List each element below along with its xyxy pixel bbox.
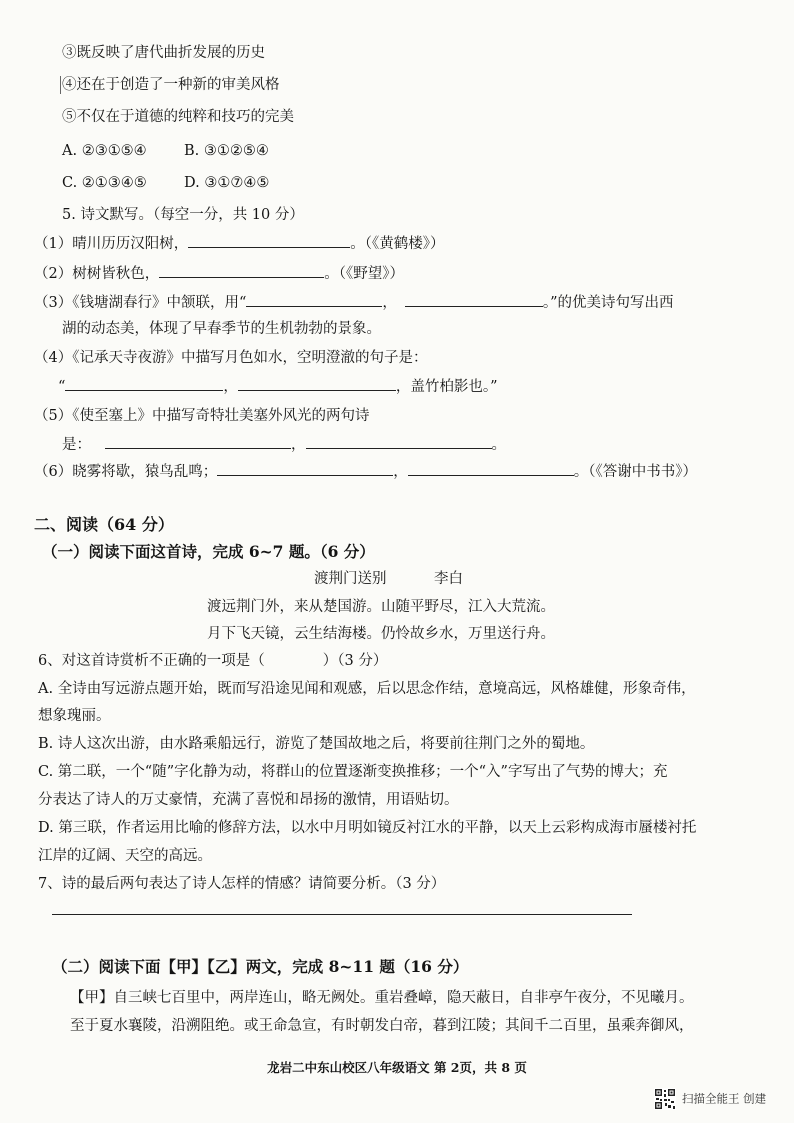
page-footer: 龙岩二中东山校区八年级语文 第 2页，共 8 页	[267, 1060, 527, 1075]
comma: ，	[223, 379, 238, 395]
answer-blank[interactable]	[188, 233, 350, 248]
answer-blank[interactable]	[306, 434, 492, 449]
choice-c: C. ②①③④⑤	[62, 175, 147, 191]
q5-item-4-blanks	[58, 376, 498, 397]
q5-item-5-blanks	[62, 434, 506, 455]
answer-blank[interactable]	[238, 376, 396, 391]
question-6-text: 6、对这首诗赏析不正确的一项是（	[38, 653, 265, 669]
comma: ，	[291, 437, 306, 453]
question-7: 7、诗的最后两句表达了诗人怎样的情感？请简要分析。（3 分）	[38, 876, 446, 892]
answer-blank[interactable]	[105, 434, 291, 449]
q5-item-2-source: 。（《野望》）	[324, 266, 404, 282]
q5-item-1	[34, 233, 444, 254]
passage-jia-line-2: 至于夏水襄陵，沿溯阻绝。或王命急宣，有时朝发白帝，暮到江陵；其间千二百里，虽乘奔御风，	[70, 1018, 694, 1034]
q5-item-6-source: 。（《答谢中书书》）	[573, 464, 697, 480]
section-title: 二、阅读（64 分）	[34, 515, 174, 534]
poem-title: 渡荆门送别	[314, 571, 387, 587]
q5-title: 5. 诗文默写。（每空一分，共 10 分）	[62, 207, 304, 223]
q5-item-1-text: （1）晴川历历汉阳树，	[34, 236, 189, 252]
passage-jia-line-1: 【甲】自三峡七百里中，两岸连山，略无阙处。重岩叠嶂，隐天蔽日，自非亭午夜分，不见曦月。	[70, 990, 694, 1006]
answer-blank[interactable]	[246, 292, 382, 307]
q6-option-c-cont: 分表达了诗人的万丈豪情，充满了喜悦和昂扬的激情，用语贴切。	[38, 792, 459, 808]
margin-mark	[60, 76, 61, 94]
q6-option-c: C. 第二联，一个“随”字化静为动，将群山的位置逐渐变换推移；一个“入”字写出了气势的博大；充	[38, 764, 668, 780]
q6-option-d-cont: 江岸的辽阔、天空的高远。	[38, 848, 212, 864]
q6-option-a: A. 全诗由写远游点题开始，既而写沿途见闻和观感，后以思念作结，意境高远，风格雄健，形象奇伟，	[38, 681, 696, 697]
q5-item-4-tail: ，盖竹柏影也。”	[395, 379, 498, 395]
q5-item-5-prefix: 是：	[62, 437, 91, 453]
poem-author: 李白	[434, 571, 463, 587]
q5-item-3-tail: 。”的优美诗句写出西	[542, 295, 674, 311]
q5-item-3-cont: 湖的动态美，体现了早春季节的生机勃勃的景象。	[62, 321, 381, 337]
q6-option-a-cont: 想象瑰丽。	[38, 708, 111, 724]
q6-option-d: D. 第三联，作者运用比喻的修辞方法，以水中月明如镜反衬江水的平静，以天上云彩构成海市蜃楼衬托	[38, 820, 697, 836]
q6-option-b: B. 诗人这次出游，由水路乘船远行，游览了楚国故地之后，将要前往荆门之外的蜀地。	[38, 736, 595, 752]
q5-item-2	[34, 263, 404, 284]
q5-item-6	[34, 461, 697, 482]
poem-line-1: 渡远荆门外，来从楚国游。山随平野尽，江入大荒流。	[207, 599, 555, 615]
q5-item-5: （5）《使至塞上》中描写奇特壮美塞外风光的两句诗	[34, 408, 370, 424]
open-quote: “	[58, 379, 66, 395]
q5-item-1-source: 。（《黄鹤楼》）	[350, 236, 445, 252]
period: 。	[491, 437, 506, 453]
choice-a: A. ②③①⑤④	[62, 143, 147, 159]
comma: ，	[393, 464, 408, 480]
watermark-text: 扫描全能王 创建	[682, 1091, 767, 1106]
q5-item-3	[34, 292, 674, 313]
choice-b: B. ③①②⑤④	[184, 143, 269, 159]
q5-item-4: （4）《记承天寺夜游》中描写月色如水，空明澄澈的句子是：	[34, 350, 428, 366]
choice-d: D. ③①⑦④⑤	[184, 175, 270, 191]
answer-blank[interactable]	[217, 461, 393, 476]
q5-item-6-text: （6）晓雾将歇，猿鸟乱鸣；	[34, 464, 218, 480]
part-1-heading: （一）阅读下面这首诗，完成 6~7 题。（6 分）	[42, 542, 375, 561]
q5-item-3-text: （3）《钱塘湖春行》中颔联，用“	[34, 295, 247, 311]
answer-blank[interactable]	[65, 376, 223, 391]
poem-line-2: 月下飞天镜，云生结海楼。仍怜故乡水，万里送行舟。	[207, 626, 555, 642]
option-5: ⑤不仅在于道德的纯粹和技巧的完美	[62, 109, 294, 125]
scanner-watermark	[654, 1088, 766, 1110]
option-3: ③既反映了唐代曲折发展的历史	[62, 45, 265, 61]
q5-item-2-text: （2）树树皆秋色，	[34, 266, 160, 282]
comma: ，	[382, 295, 397, 311]
option-4: ④还在于创造了一种新的审美风格	[62, 77, 280, 93]
part-2-heading: （二）阅读下面【甲】【乙】两文，完成 8~11 题（16 分）	[52, 957, 469, 976]
answer-blank[interactable]	[159, 263, 324, 278]
question-6	[38, 651, 387, 671]
answer-line[interactable]	[52, 914, 632, 915]
answer-blank[interactable]	[405, 292, 543, 307]
question-6-score: ）（3 分）	[322, 653, 388, 669]
qr-code-icon	[654, 1088, 676, 1110]
answer-blank[interactable]	[408, 461, 574, 476]
